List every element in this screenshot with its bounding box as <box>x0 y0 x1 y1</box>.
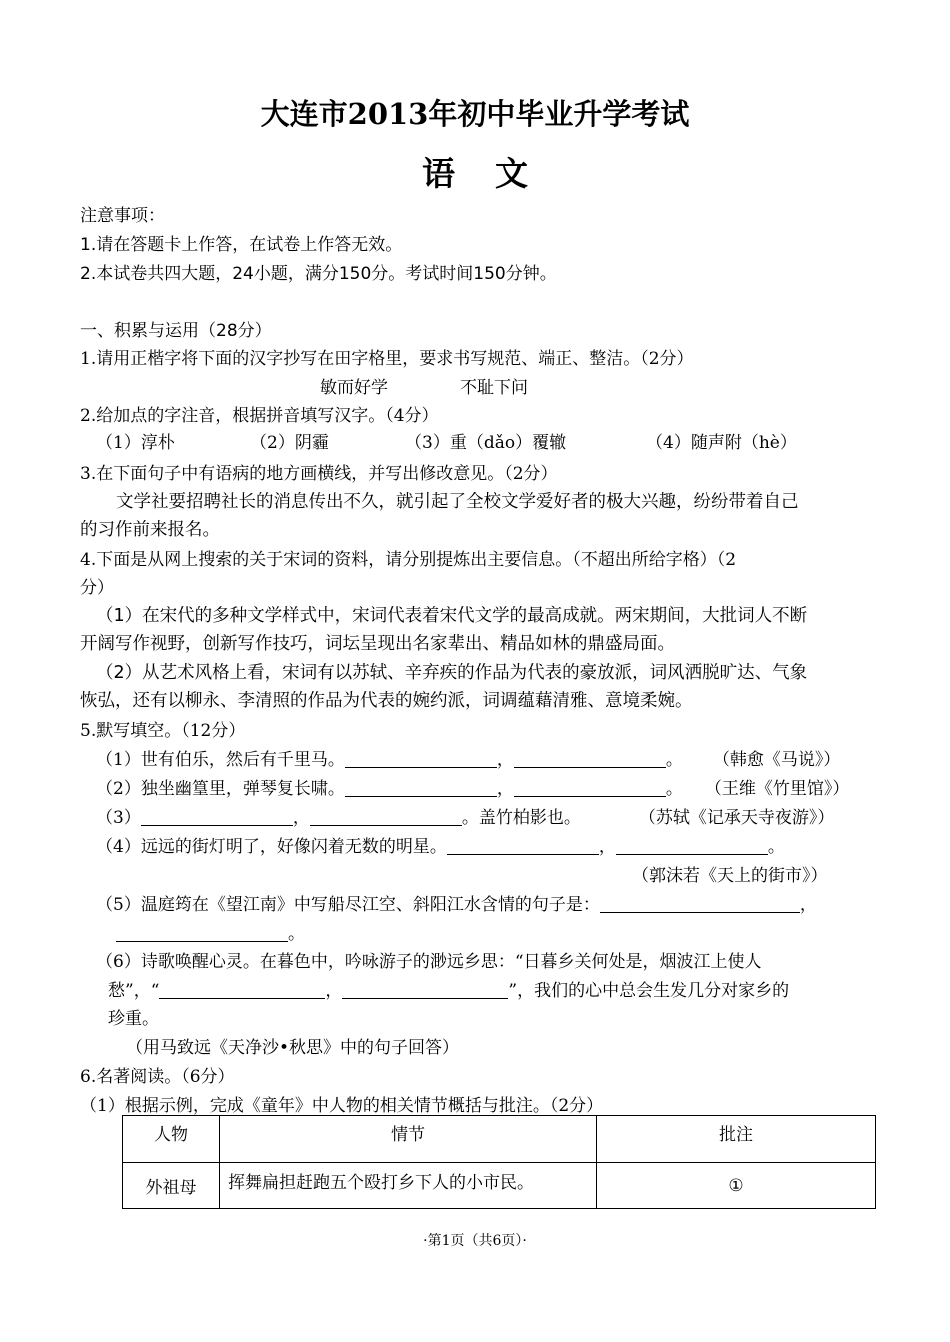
q5-item-2-source: （王维《竹里馆》） <box>704 779 850 799</box>
q2-item-3: （3）重（dǎo）覆辙 <box>405 433 567 453</box>
phrase-2: 不耻下问 <box>460 378 528 398</box>
exam-title: 大连市2013年初中毕业升学考试 <box>260 97 690 131</box>
q6-sub-1: （1）根据示例，完成《童年》中人物的相关情节概括与批注。（2分） <box>80 1096 604 1116</box>
q5-item-4-source: （郭沫若《天上的街市》） <box>632 866 828 886</box>
q2-item-4: （4）随声附（hè） <box>646 433 797 453</box>
answer-blank[interactable] <box>159 984 325 999</box>
q5-item-6-line-1: （6）诗歌唤醒心灵。在暮色中，吟咏游子的渺远乡思：“日暮乡关何处是，烟波江上使人 <box>96 952 762 972</box>
q5-item-6-line-2-post: ”，我们的心中总会生发几分对家乡的 <box>508 981 790 1001</box>
q5-item-3-source: （苏轼《记承天寺夜游》） <box>638 808 835 828</box>
section-1-heading: 一、积累与运用（28分） <box>80 321 272 341</box>
q4-paragraph-1-line-1: （1）在宋代的多种文学样式中，宋词代表着宋代文学的最高成就。两宋期间，大批词人不断 <box>96 606 808 626</box>
answer-blank[interactable] <box>514 782 666 797</box>
q5-item-3: （3） ， 。盖竹柏影也。 （苏轼《记承天寺夜游》） <box>96 808 835 828</box>
q5-item-1: （1）世有伯乐，然后有千里马。 ， 。 （韩愈《马说》） <box>96 750 841 770</box>
answer-blank[interactable] <box>600 898 800 913</box>
table-header-cell: 批注 <box>597 1116 876 1163</box>
q5-item-5: （5）温庭筠在《望江南》中写船尽江空、斜阳江水含情的句子是： ， <box>96 895 817 915</box>
answer-blank[interactable] <box>342 984 508 999</box>
table-header-row <box>123 1116 876 1163</box>
character-table <box>122 1115 876 1209</box>
table-header-cell: 人物 <box>123 1116 220 1163</box>
q5-item-6-line-2-pre: 愁”，“ <box>108 981 160 1001</box>
question-4-line-1: 4.下面是从网上搜索的关于宋词的资料，请分别提炼出主要信息。（不超出所给字格）（2 <box>80 550 737 570</box>
phrase-1: 敏而好学 <box>320 378 388 398</box>
notice-item-1: 1.请在答题卡上作答，在试卷上作答无效。 <box>80 235 403 255</box>
question-5: 5.默写填空。（12分） <box>80 721 246 741</box>
answer-blank[interactable] <box>514 753 666 768</box>
q2-item-2: （2）阴霾 <box>250 433 329 453</box>
q5-item-3-text: 盖竹柏影也。 <box>478 808 581 828</box>
q3-sentence-line-2: 的习作前来报名。 <box>80 520 220 540</box>
table-cell-plot: 挥舞扁担赶跑五个殴打乡下人的小市民。 <box>220 1163 597 1209</box>
q5-item-5-continued: 。 <box>116 919 305 944</box>
answer-blank[interactable] <box>447 840 599 855</box>
table-cell-character: 外祖母 <box>123 1163 220 1209</box>
answer-blank[interactable] <box>141 811 293 826</box>
q5-item-2: （2）独坐幽篁里，弹琴复长啸。 ， 。 （王维《竹里馆》） <box>96 779 850 799</box>
q5-item-1-source: （韩愈《马说》） <box>712 750 841 770</box>
q5-item-1-text: （1）世有伯乐，然后有千里马。 <box>96 750 345 770</box>
q5-item-4-text: （4）远远的街灯明了，好像闪着无数的明星。 <box>96 837 447 857</box>
table-header-cell: 情节 <box>220 1116 597 1163</box>
answer-blank[interactable] <box>310 811 462 826</box>
question-1: 1.请用正楷字将下面的汉字抄写在田字格里，要求书写规范、端正、整洁。（2分） <box>80 349 694 369</box>
q3-sentence-line-1: 文学社要招聘社长的消息传出不久，就引起了全校文学爱好者的极大兴趣，纷纷带着自己 <box>116 492 799 512</box>
question-6: 6.名著阅读。（6分） <box>80 1067 235 1087</box>
notice-item-2: 2.本试卷共四大题，24小题，满分150分。考试时间150分钟。 <box>80 264 557 284</box>
answer-blank[interactable] <box>116 927 288 942</box>
q2-item-1: （1）淳朴 <box>96 433 175 453</box>
q5-item-6-line-3: 珍重。 <box>108 1009 159 1029</box>
table-row <box>123 1163 876 1209</box>
question-3: 3.在下面句子中有语病的地方画横线，并写出修改意见。（2分） <box>80 464 558 484</box>
question-4-line-2: 分） <box>80 578 114 598</box>
q5-item-2-text: （2）独坐幽篁里，弹琴复长啸。 <box>96 779 345 799</box>
q4-paragraph-1-line-2: 开阔写作视野，创新写作技巧，词坛呈现出名家辈出、精品如林的鼎盛局面。 <box>80 634 675 654</box>
q5-item-3-prefix: （3） <box>96 808 141 828</box>
q5-item-6-line-2: 愁”，“ ， ”，我们的心中总会生发几分对家乡的 <box>108 981 790 1001</box>
answer-blank[interactable] <box>345 782 497 797</box>
table-cell-annotation[interactable]: ① <box>597 1163 876 1209</box>
notice-heading: 注意事项： <box>80 206 165 226</box>
q4-paragraph-2-line-1: （2）从艺术风格上看，宋词有以苏轼、辛弃疾的作品为代表的豪放派，词风洒脱旷达、气象 <box>96 663 808 683</box>
q4-paragraph-2-line-2: 恢弘，还有以柳永、李清照的作品为代表的婉约派，词调蕴藉清雅、意境柔婉。 <box>80 691 693 711</box>
question-2: 2.给加点的字注音，根据拼音填写汉字。（4分） <box>80 406 439 426</box>
answer-blank[interactable] <box>616 840 768 855</box>
answer-blank[interactable] <box>345 753 497 768</box>
q5-item-5-text: （5）温庭筠在《望江南》中写船尽江空、斜阳江水含情的句子是： <box>96 895 600 915</box>
subject-title: 语文 <box>422 154 568 193</box>
q5-item-4: （4）远远的街灯明了，好像闪着无数的明星。 ， 。 <box>96 837 785 857</box>
page-footer: ·第1页（共6页）· <box>423 1233 527 1249</box>
q5-item-6-note: （用马致远《天净沙•秋思》中的句子回答） <box>126 1038 460 1058</box>
